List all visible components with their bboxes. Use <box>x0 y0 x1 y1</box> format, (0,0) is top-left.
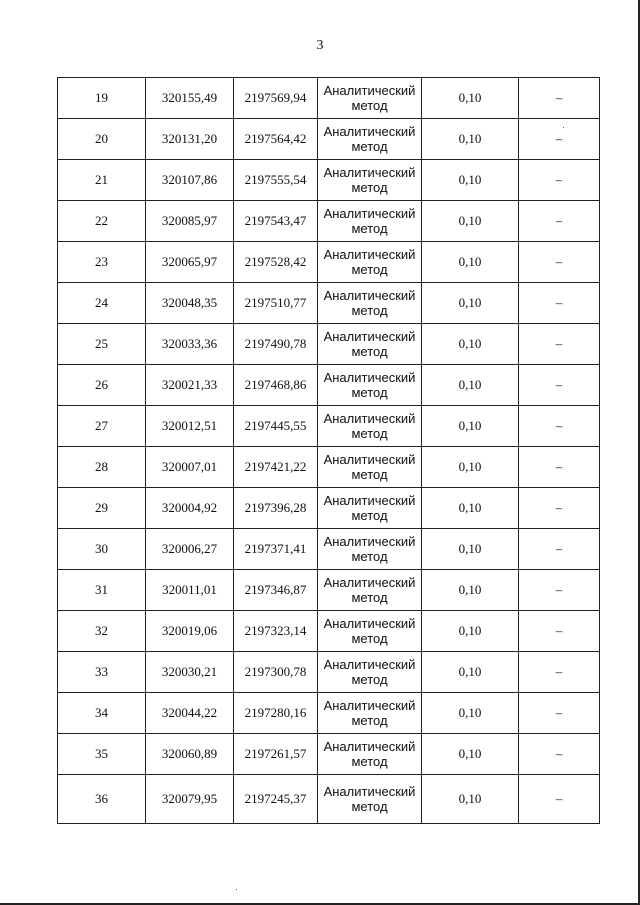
description-cell: – <box>519 693 600 734</box>
point-number-cell: 25 <box>58 324 146 365</box>
description-cell: – <box>519 734 600 775</box>
description-cell: – <box>519 78 600 119</box>
accuracy-cell: 0,10 <box>422 775 519 824</box>
x-coordinate-cell: 320085,97 <box>146 201 234 242</box>
accuracy-cell: 0,10 <box>422 447 519 488</box>
accuracy-cell: 0,10 <box>422 529 519 570</box>
point-number-cell: 32 <box>58 611 146 652</box>
description-cell: – <box>519 283 600 324</box>
point-number-cell: 19 <box>58 78 146 119</box>
method-line-2: метод <box>351 590 388 605</box>
accuracy-cell: 0,10 <box>422 652 519 693</box>
x-coordinate-cell: 320048,35 <box>146 283 234 324</box>
method-line-1: Аналитический <box>323 124 416 139</box>
method-cell <box>318 693 422 734</box>
y-coordinate-cell: 2197510,77 <box>234 283 318 324</box>
method-cell <box>318 734 422 775</box>
x-coordinate-cell: 320011,01 <box>146 570 234 611</box>
point-number-cell: 31 <box>58 570 146 611</box>
coordinates-table <box>57 77 600 824</box>
point-number-cell: 29 <box>58 488 146 529</box>
accuracy-cell: 0,10 <box>422 283 519 324</box>
method-line-2: метод <box>351 799 388 814</box>
point-number-cell: 35 <box>58 734 146 775</box>
table-row <box>58 693 600 734</box>
description-cell: – <box>519 570 600 611</box>
table-row <box>58 447 600 488</box>
x-coordinate-cell: 320004,92 <box>146 488 234 529</box>
method-cell <box>318 570 422 611</box>
point-number-cell: 34 <box>58 693 146 734</box>
method-line-1: Аналитический <box>323 288 416 303</box>
table-row <box>58 242 600 283</box>
point-number-cell: 28 <box>58 447 146 488</box>
y-coordinate-cell: 2197371,41 <box>234 529 318 570</box>
point-number-cell: 22 <box>58 201 146 242</box>
method-line-1: Аналитический <box>323 784 416 799</box>
point-number-cell: 33 <box>58 652 146 693</box>
table-row <box>58 119 600 160</box>
method-line-2: метод <box>351 672 388 687</box>
y-coordinate-cell: 2197421,22 <box>234 447 318 488</box>
method-cell <box>318 242 422 283</box>
method-line-2: метод <box>351 508 388 523</box>
method-line-2: метод <box>351 385 388 400</box>
y-coordinate-cell: 2197543,47 <box>234 201 318 242</box>
table-row <box>58 775 600 824</box>
point-number-cell: 24 <box>58 283 146 324</box>
point-number-cell: 21 <box>58 160 146 201</box>
y-coordinate-cell: 2197261,57 <box>234 734 318 775</box>
y-coordinate-cell: 2197245,37 <box>234 775 318 824</box>
y-coordinate-cell: 2197445,55 <box>234 406 318 447</box>
table-row <box>58 201 600 242</box>
accuracy-cell: 0,10 <box>422 201 519 242</box>
method-line-1: Аналитический <box>323 411 416 426</box>
accuracy-cell: 0,10 <box>422 693 519 734</box>
table-row <box>58 611 600 652</box>
accuracy-cell: 0,10 <box>422 324 519 365</box>
table-row <box>58 406 600 447</box>
method-line-1: Аналитический <box>323 493 416 508</box>
method-line-2: метод <box>351 754 388 769</box>
method-cell <box>318 488 422 529</box>
method-line-2: метод <box>351 139 388 154</box>
method-line-1: Аналитический <box>323 534 416 549</box>
method-line-2: метод <box>351 631 388 646</box>
table-row <box>58 78 600 119</box>
method-line-2: метод <box>351 713 388 728</box>
x-coordinate-cell: 320060,89 <box>146 734 234 775</box>
y-coordinate-cell: 2197490,78 <box>234 324 318 365</box>
method-line-1: Аналитический <box>323 616 416 631</box>
method-line-2: метод <box>351 180 388 195</box>
table-row <box>58 570 600 611</box>
coordinates-table-body <box>58 78 600 824</box>
method-cell <box>318 365 422 406</box>
description-cell: – <box>519 652 600 693</box>
table-row <box>58 488 600 529</box>
method-line-1: Аналитический <box>323 575 416 590</box>
point-number-cell: 20 <box>58 119 146 160</box>
description-cell: – <box>519 242 600 283</box>
method-line-1: Аналитический <box>323 452 416 467</box>
method-line-2: метод <box>351 98 388 113</box>
method-line-1: Аналитический <box>323 370 416 385</box>
description-cell: – <box>519 160 600 201</box>
scan-speck <box>563 127 564 128</box>
y-coordinate-cell: 2197396,28 <box>234 488 318 529</box>
accuracy-cell: 0,10 <box>422 119 519 160</box>
method-line-1: Аналитический <box>323 83 416 98</box>
accuracy-cell: 0,10 <box>422 488 519 529</box>
table-row <box>58 160 600 201</box>
y-coordinate-cell: 2197280,16 <box>234 693 318 734</box>
method-line-2: метод <box>351 549 388 564</box>
description-cell: – <box>519 447 600 488</box>
y-coordinate-cell: 2197569,94 <box>234 78 318 119</box>
table-row <box>58 324 600 365</box>
method-cell <box>318 406 422 447</box>
method-line-1: Аналитический <box>323 657 416 672</box>
x-coordinate-cell: 320065,97 <box>146 242 234 283</box>
y-coordinate-cell: 2197468,86 <box>234 365 318 406</box>
method-line-1: Аналитический <box>323 165 416 180</box>
accuracy-cell: 0,10 <box>422 611 519 652</box>
table-row <box>58 283 600 324</box>
page-number: 3 <box>316 38 324 53</box>
accuracy-cell: 0,10 <box>422 78 519 119</box>
method-cell <box>318 611 422 652</box>
y-coordinate-cell: 2197555,54 <box>234 160 318 201</box>
description-cell: – <box>519 775 600 824</box>
point-number-cell: 26 <box>58 365 146 406</box>
method-line-1: Аналитический <box>323 698 416 713</box>
accuracy-cell: 0,10 <box>422 242 519 283</box>
description-cell: – <box>519 406 600 447</box>
x-coordinate-cell: 320033,36 <box>146 324 234 365</box>
x-coordinate-cell: 320044,22 <box>146 693 234 734</box>
table-row <box>58 529 600 570</box>
method-line-2: метод <box>351 303 388 318</box>
x-coordinate-cell: 320131,20 <box>146 119 234 160</box>
method-line-2: метод <box>351 426 388 441</box>
y-coordinate-cell: 2197564,42 <box>234 119 318 160</box>
x-coordinate-cell: 320079,95 <box>146 775 234 824</box>
method-line-2: метод <box>351 262 388 277</box>
method-line-1: Аналитический <box>323 739 416 754</box>
x-coordinate-cell: 320107,86 <box>146 160 234 201</box>
method-cell <box>318 775 422 824</box>
method-line-1: Аналитический <box>323 329 416 344</box>
description-cell: – <box>519 324 600 365</box>
accuracy-cell: 0,10 <box>422 734 519 775</box>
point-number-cell: 23 <box>58 242 146 283</box>
method-line-2: метод <box>351 467 388 482</box>
method-cell <box>318 119 422 160</box>
scan-speck <box>236 889 237 890</box>
method-cell <box>318 78 422 119</box>
x-coordinate-cell: 320006,27 <box>146 529 234 570</box>
table-row <box>58 365 600 406</box>
method-cell <box>318 447 422 488</box>
method-line-2: метод <box>351 344 388 359</box>
method-line-1: Аналитический <box>323 247 416 262</box>
accuracy-cell: 0,10 <box>422 406 519 447</box>
y-coordinate-cell: 2197528,42 <box>234 242 318 283</box>
accuracy-cell: 0,10 <box>422 160 519 201</box>
method-line-2: метод <box>351 221 388 236</box>
table-row <box>58 652 600 693</box>
method-cell <box>318 160 422 201</box>
method-cell <box>318 529 422 570</box>
y-coordinate-cell: 2197346,87 <box>234 570 318 611</box>
description-cell: – <box>519 365 600 406</box>
x-coordinate-cell: 320155,49 <box>146 78 234 119</box>
x-coordinate-cell: 320019,06 <box>146 611 234 652</box>
method-cell <box>318 652 422 693</box>
point-number-cell: 30 <box>58 529 146 570</box>
x-coordinate-cell: 320007,01 <box>146 447 234 488</box>
accuracy-cell: 0,10 <box>422 570 519 611</box>
table-row <box>58 734 600 775</box>
description-cell: – <box>519 119 600 160</box>
description-cell: – <box>519 611 600 652</box>
description-cell: – <box>519 529 600 570</box>
y-coordinate-cell: 2197323,14 <box>234 611 318 652</box>
accuracy-cell: 0,10 <box>422 365 519 406</box>
description-cell: – <box>519 201 600 242</box>
description-cell: – <box>519 488 600 529</box>
x-coordinate-cell: 320021,33 <box>146 365 234 406</box>
point-number-cell: 36 <box>58 775 146 824</box>
method-cell <box>318 283 422 324</box>
method-cell <box>318 324 422 365</box>
method-cell <box>318 201 422 242</box>
y-coordinate-cell: 2197300,78 <box>234 652 318 693</box>
point-number-cell: 27 <box>58 406 146 447</box>
x-coordinate-cell: 320012,51 <box>146 406 234 447</box>
x-coordinate-cell: 320030,21 <box>146 652 234 693</box>
method-line-1: Аналитический <box>323 206 416 221</box>
